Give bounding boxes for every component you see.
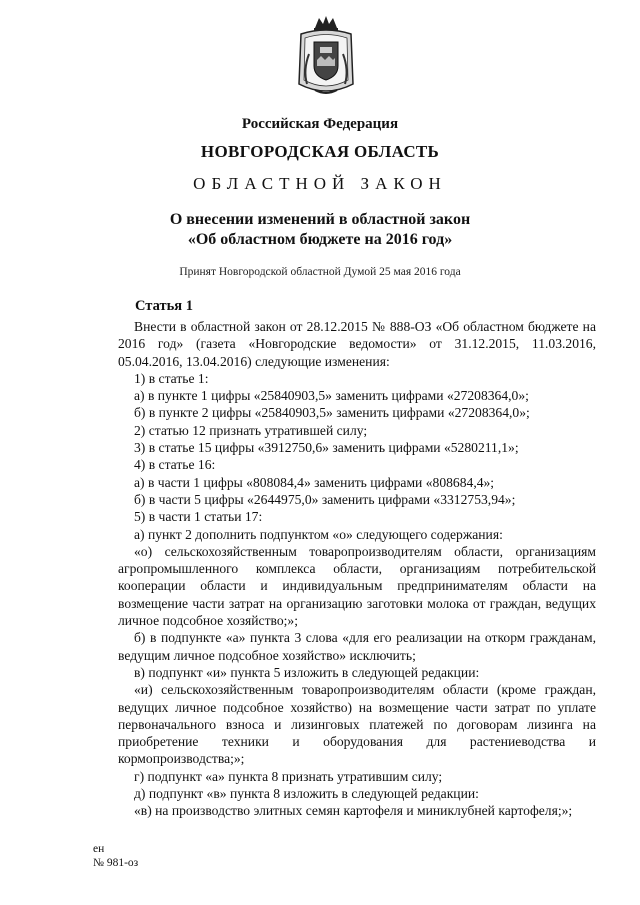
adoption-note: Принят Новгородской областной Думой 25 мая 2016 года [179, 266, 461, 278]
paragraph: в) подпункт «и» пункта 5 изложить в следующей редакции: [134, 664, 480, 680]
paragraph: 4) в статье 16: [134, 457, 216, 473]
law-title-line-1: О внесении изменений в областной закон [169, 211, 471, 228]
paragraph: 3) в статье 15 цифры «3912750,6» заменить цифрами «5280211,1»; [134, 440, 519, 456]
paragraph: «о) сельскохозяйственным товаропроизводителям области, организациям агропромышленного комплекса области, организациям потребительской кооперации области и индивидуальным предпринимателям области на возмещение части затрат на организацию заготовки молока от граждан, ведущих личное подсобное хозяйство;»; [118, 543, 596, 629]
law-number: № 981-оз [93, 857, 139, 869]
paragraph: б) в подпункте «а» пункта 3 слова «для его реализации на откорм гражданам, ведущим личное подсобное хозяйство» исключить; [118, 630, 596, 663]
paragraph: б) в части 5 цифры «2644975,0» заменить цифрами «3312753,94»; [134, 491, 516, 507]
paragraph: б) в пункте 2 цифры «25840903,5» заменить цифрами «27208364,0»; [134, 405, 530, 421]
paragraph: а) в части 1 цифры «808084,4» заменить цифрами «808684,4»; [134, 474, 495, 490]
paragraph: «в) на производство элитных семян картофеля и миниклубней картофеля;»; [134, 803, 573, 819]
article-heading: Статья 1 [135, 298, 193, 314]
paragraph: д) подпункт «в» пункта 8 изложить в следующей редакции: [134, 786, 479, 802]
federation-heading: Российская Федерация [241, 116, 399, 132]
coat-of-arms-icon [295, 14, 357, 100]
paragraph: а) пункт 2 дополнить подпунктом «о» следующего содержания: [134, 526, 503, 542]
paragraph: «и) сельскохозяйственным товаропроизводителям области (кроме граждан, ведущих личное подсобное хозяйство) на возмещение части затрат по уплате первоначального взноса и лизинговых платежей по договорам лизинга на приобретение техники и оборудования для растениеводства и кормопроизводства;»; [118, 682, 596, 767]
paragraph: 2) статью 12 признать утратившей силу; [134, 422, 368, 438]
document-type-heading: ОБЛАСТНОЙ ЗАКОН [193, 174, 447, 193]
paragraph: 5) в части 1 статьи 17: [134, 509, 263, 525]
paragraph: г) подпункт «а» пункта 8 признать утратившим силу; [134, 768, 443, 784]
executor-initials: ен [93, 843, 105, 855]
article-body [118, 318, 596, 820]
paragraph: Внести в областной закон от 28.12.2015 № 888-ОЗ «Об областном бюджете на 2016 год» (газета «Новгородские ведомости» от 31.12.2015, 11.03.2016, 05.04.2016, 13.04.2016) следующие изменения: [118, 319, 596, 369]
document-footer [93, 842, 138, 870]
paragraph: а) в пункте 1 цифры «25840903,5» заменить цифрами «27208364,0»; [134, 388, 529, 404]
law-title [0, 210, 640, 250]
paragraph: 1) в статье 1: [134, 370, 209, 386]
law-title-line-2: «Об областном бюджете на 2016 год» [187, 231, 453, 248]
region-heading: НОВГОРОДСКАЯ ОБЛАСТЬ [200, 142, 440, 161]
